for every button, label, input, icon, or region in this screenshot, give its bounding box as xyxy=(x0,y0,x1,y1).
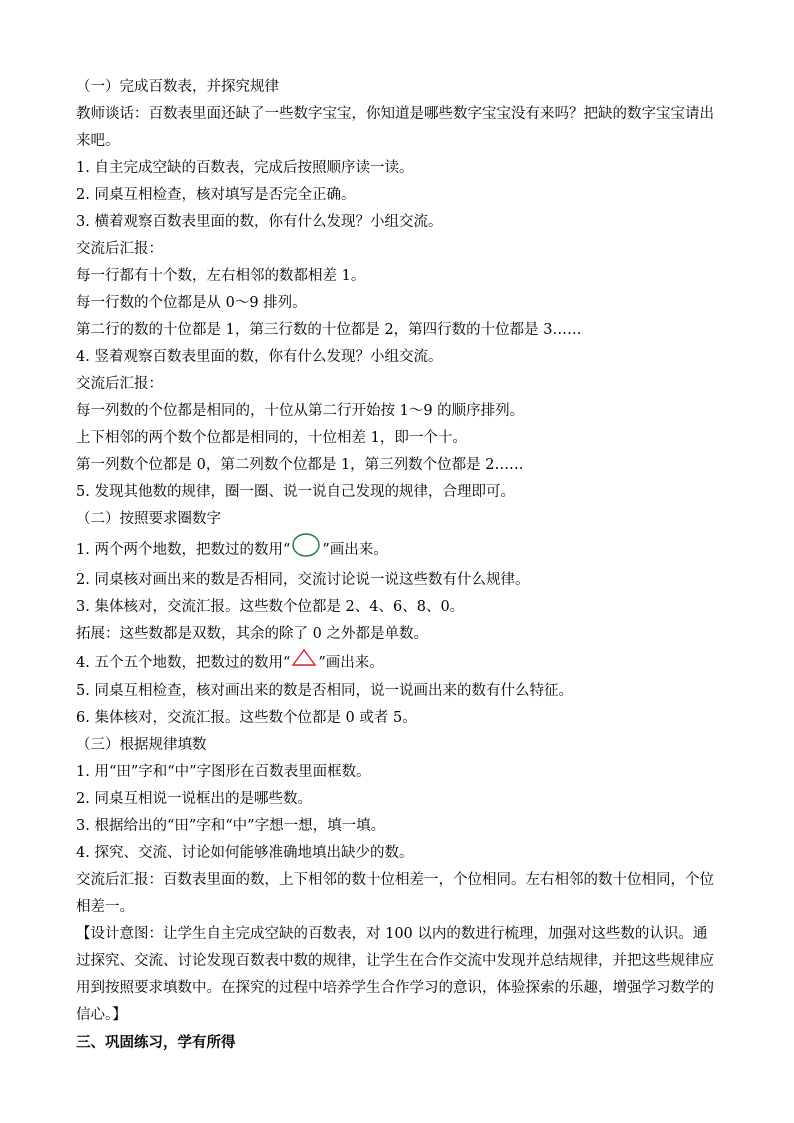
s3-step-2: 2. 同桌互相说一说框出的是哪些数。 xyxy=(76,791,312,807)
s3-step-1: 1. 用“田”字和“中”字图形在百数表里面框数。 xyxy=(76,764,371,780)
s2-step-2: 2. 同桌核对画出来的数是否相同，交流讨论说一说这些数有什么规律。 xyxy=(76,572,530,588)
s2-step-4 xyxy=(76,648,720,678)
s1-report-label: 交流后汇报： xyxy=(76,241,163,257)
section-1-title: （一）完成百数表，并探究规律 xyxy=(76,79,279,95)
s1-step-2: 2. 同桌互相检查，核对填写是否完全正确。 xyxy=(76,187,356,203)
s1-report-row-1: 每一行都有十个数，左右相邻的数都相差 1。 xyxy=(76,268,366,284)
s3-step-3: 3. 根据给出的“田”字和“中”字想一想，填一填。 xyxy=(76,818,386,834)
s1-report-row-3: 第二行的数的十位都是 1，第三行数的十位都是 2，第四行数的十位都是 3…… xyxy=(76,322,582,338)
circle-icon xyxy=(290,533,322,567)
s3-report: 交流后汇报：百数表里面的数，上下相邻的数十位相差一，个位相同。左右相邻的数十位相同，个位相差一。 xyxy=(76,872,714,915)
s2-step-1-text-after: ”画出来。 xyxy=(322,542,388,558)
s3-step-4: 4. 探究、交流、讨论如何能够准确地填出缺少的数。 xyxy=(76,845,414,861)
design-intent: 【设计意图：让学生自主完成空缺的百数表，对 100 以内的数进行梳理，加强对这些数的认识。通过探究、交流、讨论发现百数表中数的规律，让学生在合作交流中发现并总结规律，并把这些规律应用到按照要求填数中。在探究的过程中培养学生合作学习的意识，体验探索的乐趣，增强学习数学的信心。】 xyxy=(76,926,714,1023)
s2-step-1-text-before: 1. 两个两个地数，把数过的数用“ xyxy=(76,542,291,558)
s2-step-3: 3. 集体核对，交流汇报。这些数个位都是 2、4、6、8、0。 xyxy=(76,599,465,615)
s2-step-4-text-after: ”画出来。 xyxy=(318,655,384,671)
s2-step-1 xyxy=(76,533,720,567)
section-1-intro: 教师谈话：百数表里面还缺了一些数字宝宝，你知道是哪些数字宝宝没有来吗？把缺的数字宝宝请出来吧。 xyxy=(76,106,714,149)
s1-report-row-2: 每一行数的个位都是从 0～9 排列。 xyxy=(76,295,307,311)
triangle-icon xyxy=(290,648,318,678)
s1-report-col-2: 上下相邻的两个数个位都是相同的，十位相差 1，即一个十。 xyxy=(76,430,467,446)
s1-report-label-2: 交流后汇报： xyxy=(76,376,163,392)
part-3-heading: 三、巩固练习，学有所得 xyxy=(76,1034,236,1051)
s2-step-4-text-before: 4. 五个五个地数，把数过的数用“ xyxy=(76,655,291,671)
s2-step-5: 5. 同桌互相检查，核对画出来的数是否相同，说一说画出来的数有什么特征。 xyxy=(76,683,573,699)
s2-extend: 拓展：这些数都是双数，其余的除了 0 之外都是单数。 xyxy=(76,626,428,642)
s1-step-4: 4. 竖着观察百数表里面的数，你有什么发现？小组交流。 xyxy=(76,349,443,365)
s1-step-3: 3. 横着观察百数表里面的数，你有什么发现？小组交流。 xyxy=(76,214,443,230)
section-3-title: （三）根据规律填数 xyxy=(76,737,207,753)
s2-step-6: 6. 集体核对，交流汇报。这些数个位都是 0 或者 5。 xyxy=(76,710,417,726)
s1-step-5: 5. 发现其他数的规律，圈一圈、说一说自己发现的规律，合理即可。 xyxy=(76,484,515,500)
section-2-title: （二）按照要求圈数字 xyxy=(76,511,221,527)
s1-report-col-3: 第一列数个位都是 0，第二列数个位都是 1，第三列数个位都是 2…… xyxy=(76,457,524,473)
document-body xyxy=(76,74,720,1056)
s1-report-col-1: 每一列数的个位都是相同的，十位从第二行开始按 1～9 的顺序排列。 xyxy=(76,403,525,419)
s1-step-1: 1. 自主完成空缺的百数表，完成后按照顺序读一读。 xyxy=(76,160,414,176)
